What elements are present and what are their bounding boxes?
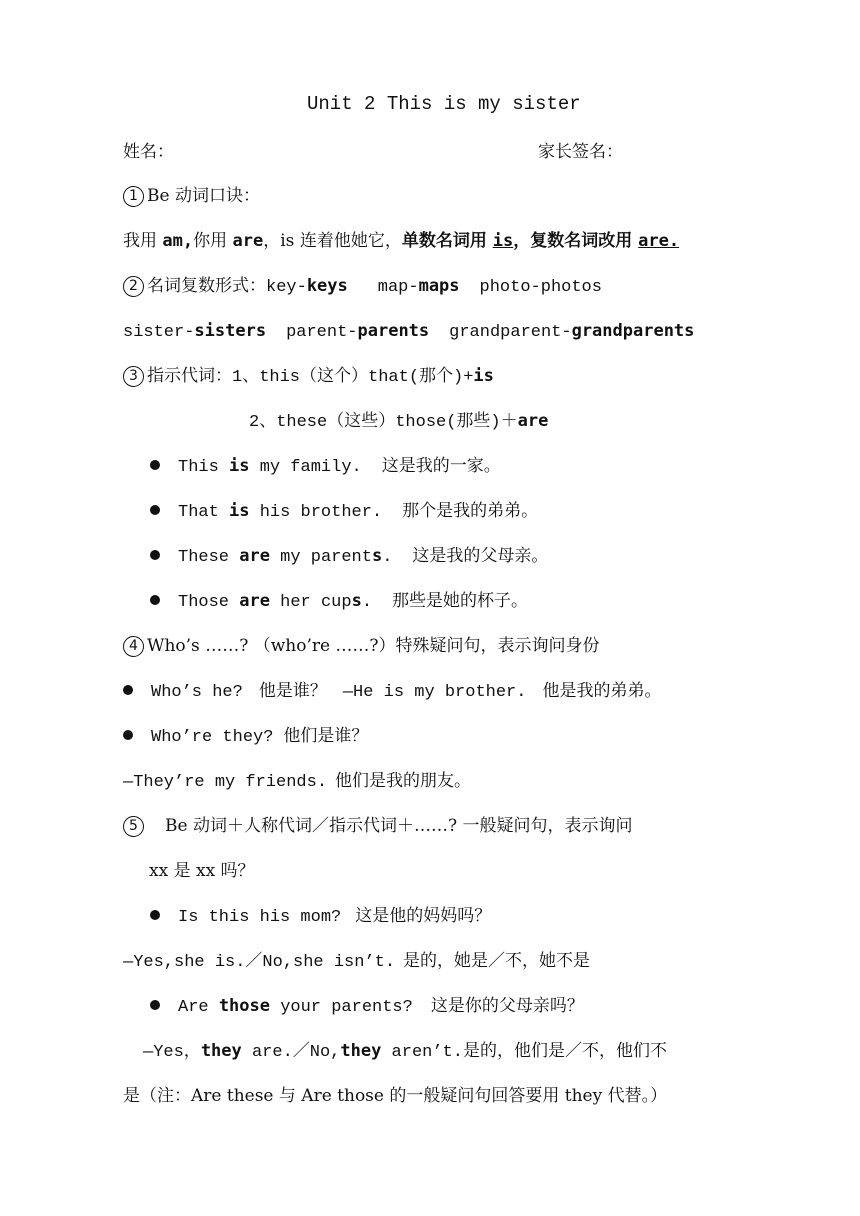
section-5-heading: 5 Be 动词＋人称代词／指示代词＋……? 一般疑问句，表示询问 xyxy=(123,814,860,838)
page-title: Unit 2 This is my sister xyxy=(307,93,581,115)
bullet-icon xyxy=(150,910,160,920)
answer-line: —They’re my friends. 他们是我的朋友。 xyxy=(123,771,472,792)
section-number: 4 xyxy=(123,636,144,657)
list-item: Are those your parents? 这是你的父母亲吗？ xyxy=(150,994,860,1020)
section-5-heading-cont: xx 是 xx 吗？ xyxy=(149,861,255,881)
list-item: Who’re they? 他们是谁？ xyxy=(123,724,860,750)
section-number: 2 xyxy=(123,276,144,297)
section-3-line-1: 3 指示代词：1、this（这个）that(那个)+is xyxy=(123,364,860,390)
bullet-icon xyxy=(123,730,133,740)
section-number: 1 xyxy=(123,186,144,207)
bullet-icon xyxy=(150,460,160,470)
list-item: That is his brother. 那个是我的弟弟。 xyxy=(150,499,860,525)
list-item: Who’s he? 他是谁？ —He is my brother. 他是我的弟弟。 xyxy=(123,679,860,705)
bullet-icon xyxy=(150,505,160,515)
list-item: This is my family. 这是我的一家。 xyxy=(150,454,860,480)
list-item: Is this his mom? 这是他的妈妈吗？ xyxy=(150,904,860,930)
answer-line: —Yes，they are.／No,they aren’t.是的，他们是／不，他们不 xyxy=(143,1041,667,1062)
section-number: 5 xyxy=(123,816,144,837)
answer-line: —Yes,she is.／No,she isn’t. 是的，她是／不，她不是 xyxy=(123,951,591,972)
parent-signature-label: 家长签名： xyxy=(538,142,623,162)
bullet-icon xyxy=(150,1000,160,1010)
bullet-icon xyxy=(123,685,133,695)
list-item: These are my parents. 这是我的父母亲。 xyxy=(150,544,860,570)
name-label: 姓名： xyxy=(123,142,174,162)
section-2-row-1: 2 名词复数形式：key-keys map-maps photo-photos xyxy=(123,274,860,300)
bullet-icon xyxy=(150,595,160,605)
be-verb-rhyme: 我用 am,你用 are，is 连着他她它，单数名词用 is，复数名词改用 are. xyxy=(123,231,680,251)
section-number: 3 xyxy=(123,366,144,387)
section-1-heading: 1 Be 动词口诀： xyxy=(123,184,860,208)
bullet-icon xyxy=(150,550,160,560)
section-3-line-2: 2、these（这些）those(那些)＋are xyxy=(249,411,549,432)
note-line: 是（注：Are these 与 Are those 的一般疑问句回答要用 they 代替。） xyxy=(123,1086,668,1106)
list-item: Those are her cups. 那些是她的杯子。 xyxy=(150,589,860,615)
section-2-row-2: sister-sisters parent-parents grandparent-grandparents xyxy=(123,321,695,342)
section-4-heading: 4 Who’s ……? （who’re ……?）特殊疑问句，表示询问身份 xyxy=(123,634,860,658)
